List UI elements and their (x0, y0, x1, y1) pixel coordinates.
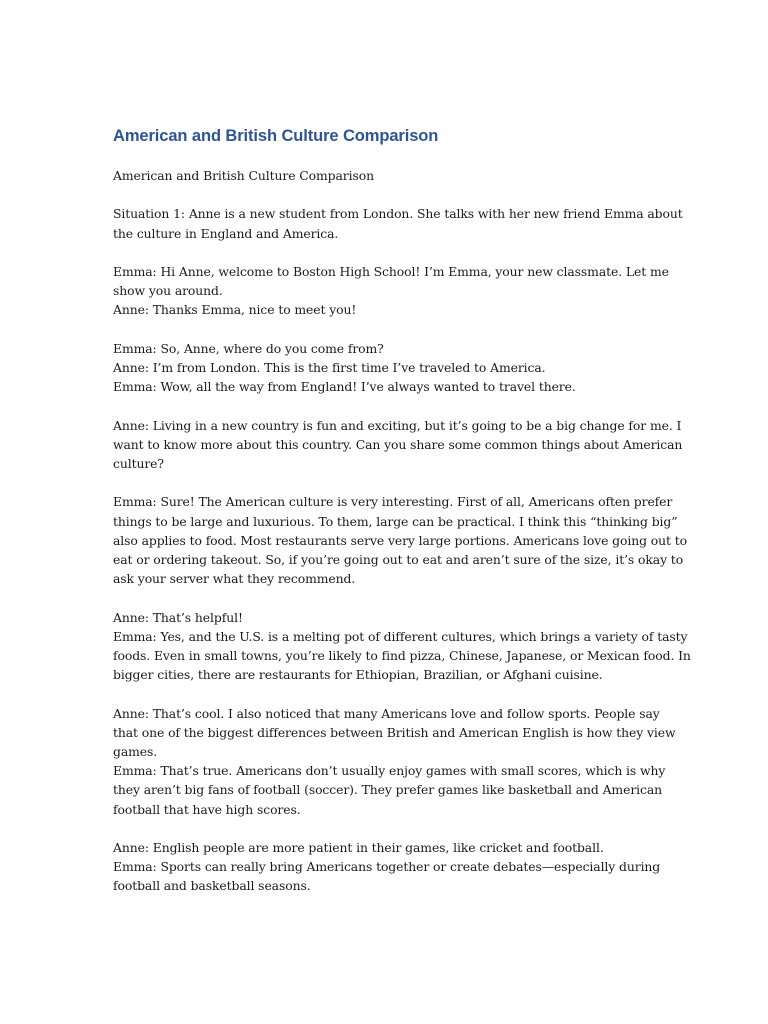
document-heading: American and British Culture Comparison (113, 127, 439, 145)
text-line: also applies to food. Most restaurants serve very large portions. Americans love going out to (113, 532, 687, 548)
text-line: Emma: So, Anne, where do you come from? (113, 340, 384, 356)
paragraph (113, 416, 683, 474)
text-line: Anne: Living in a new country is fun and exciting, but it’s going to be a big change for me. I (113, 417, 682, 433)
paragraph (113, 166, 658, 185)
text-line: Emma: Sure! The American culture is very interesting. First of all, Americans often prefer (113, 494, 673, 510)
text-line: games. (113, 743, 158, 759)
text-line: want to know more about this country. Can you share some common things about American (113, 436, 683, 452)
paragraph (113, 339, 658, 397)
text-line: Emma: Sports can really bring Americans together or create debates—especially during (113, 859, 661, 875)
paragraph (113, 838, 661, 896)
paragraph (113, 704, 676, 819)
text-line: Anne: That’s cool. I also noticed that many Americans love and follow sports. People say (113, 705, 660, 721)
paragraph (113, 262, 669, 320)
text-line: ask your server what they recommend. (113, 571, 356, 587)
paragraph-list (113, 166, 691, 896)
text-line: Situation 1: Anne is a new student from London. She talks with her new friend Emma about (113, 206, 683, 222)
text-line: Anne: That’s helpful! (113, 609, 243, 625)
text-line: Anne: Thanks Emma, nice to meet you! (113, 302, 357, 318)
text-line: culture? (113, 455, 164, 471)
document-body (113, 124, 691, 915)
text-line: Anne: I’m from London. This is the first time I’ve traveled to America. (113, 359, 546, 375)
paragraph (113, 204, 683, 242)
paragraph (113, 492, 687, 588)
text-line: the culture in England and America. (113, 225, 339, 241)
text-line: that one of the biggest differences between British and American English is how they view (113, 724, 676, 740)
text-line: eat or ordering takeout. So, if you’re going out to eat and aren’t sure of the size, it’s okay to (113, 551, 684, 567)
text-line: they aren’t big fans of football (soccer). They prefer games like basketball and American (113, 782, 663, 798)
text-line: bigger cities, there are restaurants for Ethiopian, Brazilian, or Afghani cuisine. (113, 667, 603, 683)
text-line: Anne: English people are more patient in their games, like cricket and football. (113, 839, 604, 855)
text-line: Emma: Yes, and the U.S. is a melting pot of different cultures, which brings a variety of tasty (113, 628, 688, 644)
text-line: Emma: Wow, all the way from England! I’ve always wanted to travel there. (113, 379, 576, 395)
text-line: Emma: That’s true. Americans don’t usually enjoy games with small scores, which is why (113, 763, 666, 779)
text-line: American and British Culture Comparison (113, 168, 374, 183)
text-line: show you around. (113, 283, 223, 299)
paragraph (113, 608, 691, 685)
text-line: foods. Even in small towns, you’re likely to find pizza, Chinese, Japanese, or Mexican food. In (113, 647, 691, 663)
text-line: things to be large and luxurious. To them, large can be practical. I think this “thinking big” (113, 513, 678, 529)
text-line: football and basketball seasons. (113, 878, 311, 894)
text-line: Emma: Hi Anne, welcome to Boston High School! I’m Emma, your new classmate. Let me (113, 263, 669, 279)
text-line: football that have high scores. (113, 801, 301, 817)
